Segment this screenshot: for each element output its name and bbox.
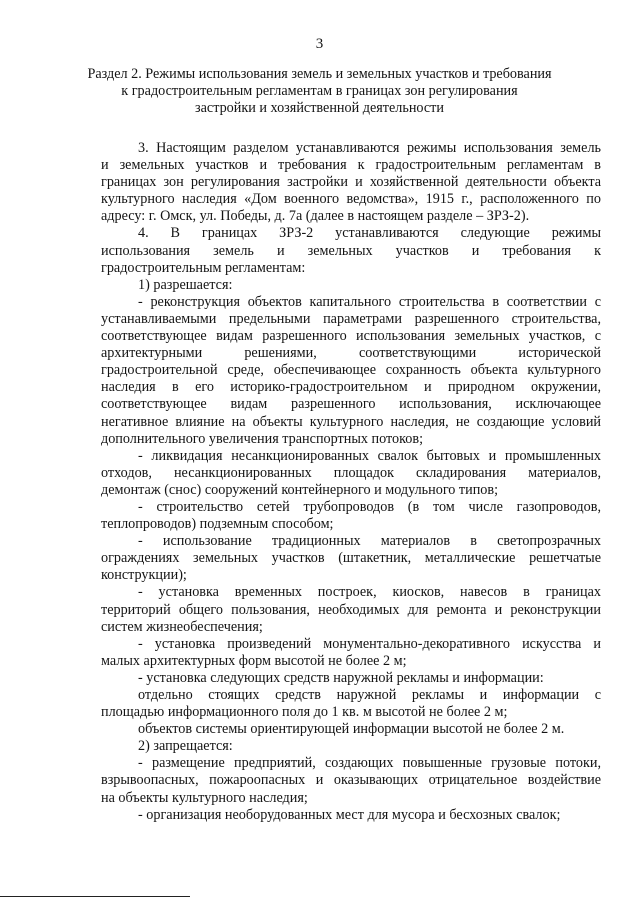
- paragraph: [101, 721, 601, 738]
- paragraph-line: систем жизнеобеспечения;: [101, 618, 263, 635]
- paragraph-line: - реконструкция объектов капитального строительства в соответствии с: [138, 293, 601, 310]
- paragraph-line: 1) разрешается:: [138, 276, 233, 293]
- paragraph-line: - установка произведений монументально-декоративного искусства и: [138, 635, 601, 652]
- paragraph-line: - строительство сетей трубопроводов (в том числе газопроводов,: [138, 498, 601, 515]
- footer-rule: [0, 896, 190, 897]
- paragraph-line: дополнительного увеличения транспортных потоков;: [101, 430, 424, 447]
- paragraph-line: территорий общего пользования, необходимых для ремонта и реконструкции: [101, 601, 601, 618]
- section-heading: [0, 66, 639, 117]
- paragraph-line: 2) запрещается:: [138, 738, 233, 755]
- paragraph-line: взрывоопасных, пожароопасных и оказывающих отрицательное воздействие: [101, 772, 601, 789]
- paragraph-line: градостроительной среде, обеспечивающее сохранность объекта культурного: [101, 362, 601, 379]
- heading-line: к градостроительным регламентам в границах зон регулирования: [121, 83, 518, 99]
- paragraph-line: соответствующее видам разрешенного использования, исключающее: [101, 396, 601, 413]
- paragraph-line: градостроительным регламентам:: [101, 259, 306, 276]
- paragraph-line: 4. В границах ЗРЗ-2 устанавливаются следующие режимы: [138, 225, 601, 242]
- paragraph: [101, 807, 601, 824]
- page-number: 3: [315, 36, 324, 52]
- document-body: [101, 140, 601, 824]
- paragraph: [101, 687, 601, 721]
- paragraph: [101, 499, 601, 533]
- paragraph: [101, 584, 601, 635]
- paragraph-line: площадью информационного поля до 1 кв. м высотой не более 2 м;: [101, 704, 508, 721]
- paragraph-line: отдельно стоящих средств наружной рекламы и информации с: [138, 687, 601, 703]
- paragraph-line: - установка следующих средств наружной рекламы и информации:: [138, 669, 544, 686]
- paragraph-line: и земельных участков и требования к градостроительным регламентам в: [101, 157, 601, 174]
- paragraph: [101, 755, 601, 806]
- paragraph-line: адресу: г. Омск, ул. Победы, д. 7а (далее в настоящем разделе – ЗРЗ-2).: [101, 208, 530, 225]
- paragraph: [101, 670, 601, 687]
- paragraph-line: 3. Настоящим разделом устанавливаются режимы использования земель: [138, 140, 601, 156]
- paragraph-line: - установка временных построек, киосков, навесов в границах: [138, 584, 601, 601]
- paragraph-line: - организация необорудованных мест для мусора и бесхозных свалок;: [138, 806, 561, 823]
- paragraph: [101, 140, 601, 225]
- paragraph-line: границах зон регулирования застройки и хозяйственной деятельности объекта: [101, 174, 601, 191]
- paragraph-line: использования земель и земельных участков и требования к: [101, 242, 601, 259]
- paragraph-line: - ликвидация несанкционированных свалок бытовых и промышленных: [138, 447, 601, 464]
- paragraph-line: ограждениях земельных участков (штакетник, металлические решетчатые: [101, 550, 601, 567]
- paragraph-line: наследия в его историко-градостроительном и природном окружении,: [101, 379, 601, 396]
- paragraph-line: теплопроводов) подземным способом;: [101, 516, 334, 533]
- paragraph: [101, 448, 601, 499]
- paragraph: [101, 533, 601, 584]
- paragraph-line: соответствующее видам разрешенного использования земельных участков, с: [101, 328, 601, 345]
- paragraph-line: устанавливаемыми предельными параметрами разрешенного строительства,: [101, 310, 601, 327]
- paragraph-line: малых архитектурных форм высотой не более 2 м;: [101, 652, 407, 669]
- paragraph-line: демонтаж (снос) сооружений контейнерного и модульного типов;: [101, 481, 499, 498]
- paragraph: [101, 738, 601, 755]
- paragraph: [101, 294, 601, 448]
- paragraph-line: архитектурными решениями, соответствующими исторической: [101, 345, 601, 362]
- paragraph-line: культурного наследия «Дом военного ведомства», 1915 г., расположенного по: [101, 191, 601, 208]
- paragraph-line: негативное влияние на объекты культурного наследия, не создающие условий: [101, 413, 601, 430]
- paragraph-line: на объекты культурного наследия;: [101, 789, 308, 806]
- paragraph-line: конструкции);: [101, 567, 187, 584]
- heading-line: застройки и хозяйственной деятельности: [195, 100, 444, 116]
- paragraph-line: - размещение предприятий, создающих повышенные грузовые потоки,: [138, 755, 601, 772]
- paragraph-line: объектов системы ориентирующей информации высотой не более 2 м.: [138, 721, 565, 738]
- heading-line: Раздел 2. Режимы использования земель и земельных участков и требования: [87, 66, 552, 82]
- paragraph: [101, 277, 601, 294]
- paragraph: [101, 636, 601, 670]
- paragraph: [101, 225, 601, 276]
- paragraph-line: отходов, несанкционированных площадок складирования материалов,: [101, 464, 601, 481]
- paragraph-line: - использование традиционных материалов в светопрозрачных: [138, 533, 601, 550]
